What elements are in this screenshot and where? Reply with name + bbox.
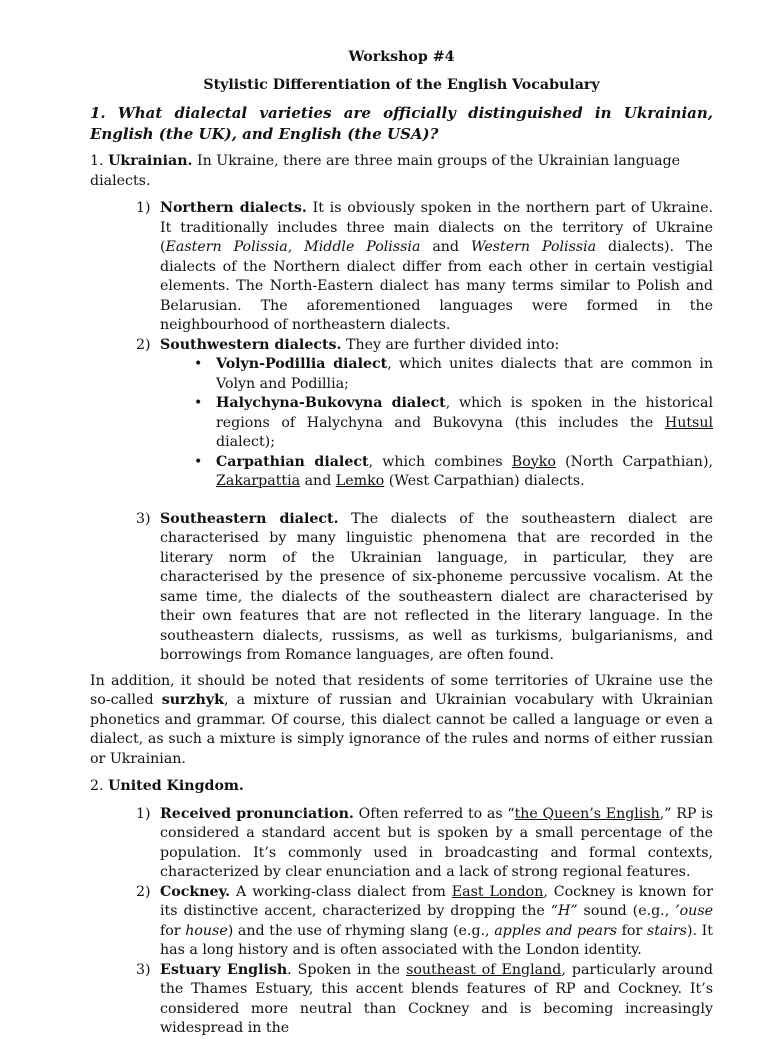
item-heading: Southwestern dialects. [160, 336, 342, 353]
item-text: , Cockney is known for its distinctive accent, characterized by dropping the [160, 883, 713, 919]
bullet-heading: Halychyna-Bukovyna dialect [216, 395, 446, 411]
bullet-icon: • [194, 395, 203, 411]
paragraph-bold: surzhyk [161, 692, 224, 708]
item-text: Often referred to as “ [353, 805, 515, 822]
hyperlink-zakarpattia[interactable]: Zakarpattia [216, 473, 301, 489]
hyperlink-queens-english[interactable]: the Queen’s English [514, 805, 660, 822]
section-heading: Ukrainian. [108, 153, 193, 169]
bullet-item-halychyna [160, 394, 713, 453]
uk-dialect-list [90, 805, 713, 1039]
bullet-heading: Carpathian dialect [216, 453, 369, 470]
item-text: and [420, 239, 471, 255]
section-ukrainian [90, 152, 713, 191]
document-title: Workshop #4 [348, 49, 455, 65]
item-text: It is obviously spoken in the northern part of Ukraine. It traditionally includes three main dialects on the territory of Ukraine ( [160, 200, 713, 255]
item-emphasis: “H” [550, 903, 578, 919]
item-number: 2) [136, 336, 151, 353]
hyperlink-lemko[interactable]: Lemko [335, 473, 385, 489]
item-text: for [617, 922, 647, 939]
section-intro: In Ukraine, there are three main groups of the Ukrainian language dialects. [90, 153, 681, 189]
item-number: 3) [136, 510, 151, 527]
item-number: 2) [136, 883, 151, 900]
list-item-southwestern [90, 336, 713, 510]
list-item-northern [90, 199, 713, 336]
item-heading: Estuary English [160, 961, 288, 978]
item-text: They are further divided into: [341, 336, 560, 353]
item-emphasis: Middle Polissia [304, 239, 421, 255]
ukrainian-dialect-list [90, 199, 713, 666]
item-text: A working-class dialect from [230, 883, 452, 900]
hyperlink-east-london[interactable]: East London [451, 883, 544, 900]
bullet-heading: Volyn-Podillia dialect [216, 356, 388, 372]
item-text: sound (e.g., [577, 903, 676, 919]
section-uk [90, 777, 713, 797]
item-text: ,” RP is considered a standard accent but is spoken by a small percentage of the population. It’s commonly used in broadcasting and formal contexts, characterized by clear enunciation and a lack of strong regional features. [160, 805, 713, 880]
spacer [160, 492, 713, 510]
bullet-text: (West Carpathian) dialects. [384, 473, 585, 489]
bullet-icon: • [194, 356, 203, 372]
item-emphasis: stairs [646, 922, 687, 939]
bullet-icon: • [194, 453, 203, 470]
bullet-text: , which combines [368, 453, 512, 470]
item-text: . Spoken in the [287, 961, 407, 978]
hyperlink-hutsul[interactable]: Hutsul [664, 414, 713, 431]
question-heading: 1. What dialectal varieties are officially distinguished in Ukrainian, English (the UK), and English (the USA)? [90, 104, 713, 143]
item-text: ) and the use of rhyming slang (e.g., [227, 922, 495, 939]
item-emphasis: apples and pears [494, 922, 618, 939]
bullet-item-carpathian [160, 453, 713, 492]
southwestern-bullet-list [160, 355, 713, 492]
section-number: 1. [90, 153, 104, 169]
list-item-cockney [90, 883, 713, 961]
list-item-southeastern [90, 510, 713, 666]
bullet-text: (North Carpathian), [555, 453, 713, 470]
item-emphasis: Eastern Polissia [165, 239, 288, 255]
item-number: 1) [136, 200, 151, 216]
item-text: for [160, 922, 186, 939]
document-page [90, 48, 713, 1039]
item-heading: Northern dialects. [160, 200, 307, 216]
bullet-text: , which is spoken in the historical regions of Halychyna and Bukovyna (this includes the [216, 395, 713, 431]
item-number: 1) [136, 805, 151, 822]
bullet-text: dialect); [216, 434, 275, 450]
section-heading: United Kingdom. [108, 778, 244, 794]
item-heading: Cockney. [160, 883, 231, 900]
section-number: 2. [90, 778, 104, 794]
item-text: The dialects of the southeastern dialect are characterised by many linguistic phenomena that are recorded in the literary norm of the Ukrainian language, in particular, they are characterised by the presence of six-phoneme percussive vocalism. At the same time, the dialects of the southeastern dialect are characterised by their own features that are not reflected in the literary language. In the southeastern dialects, russisms, as well as turkisms, bulgarianisms, and borrowings from Romance languages, are often found. [160, 510, 713, 663]
item-heading: Southeastern dialect. [160, 510, 339, 527]
item-text: , particularly around the Thames Estuary, this accent blends features of RP and Cockney. It’s considered more neutral than Cockney and is becoming increasingly widespread in the [160, 961, 713, 1036]
item-text: dialects). The dialects of the Northern dialect differ from each other in certain vestigial elements. The North-Eastern dialect has many terms similar to Polish and Belarusian. The aforementioned languages were formed in the neighbourhood of northeastern dialects. [160, 239, 713, 333]
bullet-text: , which unites dialects that are common in Volyn and Podillia; [216, 356, 713, 392]
document-subtitle: Stylistic Differentiation of the English Vocabulary [203, 76, 600, 93]
bullet-item-volyn [160, 355, 713, 394]
item-number: 3) [136, 961, 151, 978]
item-emphasis: ’ouse [675, 903, 713, 919]
bullet-text: and [300, 473, 336, 489]
surzhyk-paragraph [90, 672, 713, 770]
hyperlink-boyko[interactable]: Boyko [511, 453, 556, 470]
item-emphasis: house [185, 922, 228, 939]
list-item-estuary [90, 961, 713, 1039]
paragraph-text: In addition, it should be noted that residents of some territories of Ukraine use the so-called [90, 672, 713, 708]
item-emphasis: Western Polissia [470, 239, 597, 255]
paragraph-text: , a mixture of russian and Ukrainian vocabulary with Ukrainian phonetics and grammar. Of course, this dialect cannot be called a language or even a dialect, as such a mixture is simply ignorance of the rules and norms of either russian or Ukrainian. [90, 692, 713, 767]
list-item-rp [90, 805, 713, 883]
item-heading: Received pronunciation. [160, 805, 354, 822]
item-text: ). It has a long history and is often associated with the London identity. [160, 922, 713, 958]
hyperlink-southeast-england[interactable]: southeast of England [406, 961, 562, 978]
item-text: , [287, 239, 305, 255]
